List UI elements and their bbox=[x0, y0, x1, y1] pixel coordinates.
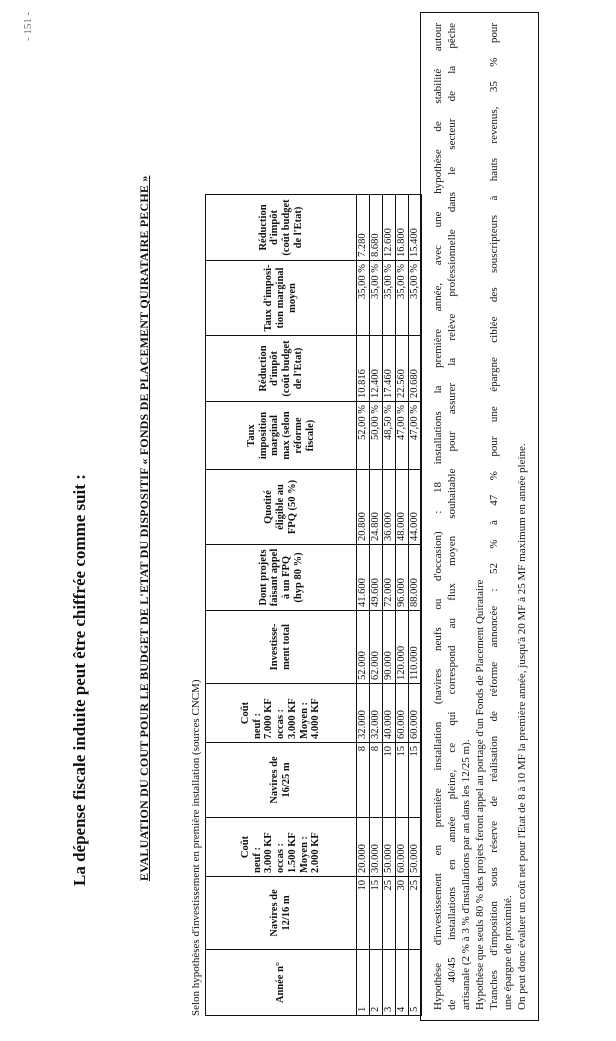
note-line: artisanale (2 % à 3 % d'installations par an dans les 12/25 m). bbox=[460, 739, 473, 1010]
cell-navires-16-25: 15 bbox=[396, 743, 409, 818]
cell-navires-12-16: 25 bbox=[383, 877, 396, 950]
cell-navires-16-25: 8 bbox=[357, 743, 370, 818]
page-number: - 151 - bbox=[22, 11, 34, 41]
header-cout-16-25-line: 4.000 KF bbox=[310, 698, 322, 739]
header-cout-16-25-line: Coût bbox=[239, 701, 251, 725]
cell-annee: 2 bbox=[370, 950, 383, 1016]
cell-taux-max: 47,00 % bbox=[409, 402, 422, 470]
header-navires-16-25: Navires de 16/25 m bbox=[206, 743, 357, 818]
cell-navires-12-16: 30 bbox=[396, 877, 409, 950]
header-reduction-impot-2: Réduction d'impôt (coût budget de l'Etat) bbox=[206, 195, 357, 261]
header-projets-fpq: Dont projets faisant appel à un FPQ (hyp 80 %) bbox=[206, 545, 357, 611]
table-header-row bbox=[206, 195, 357, 1016]
cell-cout-12-16: 30.000 bbox=[370, 818, 383, 877]
cell-investissement: 90.000 bbox=[383, 611, 396, 684]
cell-navires-12-16: 15 bbox=[370, 877, 383, 950]
note-line: On peut donc évaluer un coût net pour l'Etat de 8 à 10 MF la première année, jusqu'à 20 MF à 25 MF maximum en année pleine. bbox=[516, 443, 529, 1010]
header-cout-12-16-line: 2.000 KF bbox=[310, 832, 322, 873]
cell-reduction-2: 7.280 bbox=[357, 195, 370, 261]
cell-reduction-1: 22.560 bbox=[396, 336, 409, 402]
header-taux-max: Taux imposition marginal max (selon réforme fiscale) bbox=[206, 402, 357, 470]
cell-investissement: 52.000 bbox=[357, 611, 370, 684]
cell-reduction-1: 12.400 bbox=[370, 336, 383, 402]
note-line: Tranches d'imposition sous réserve de réalisation de réforme annoncée : 52 % à 47 % pour une épargne ciblée des souscripteurs à hauts revenus, 35 % pour bbox=[488, 23, 501, 1010]
table-row bbox=[396, 195, 409, 1016]
header-cout-12-16-line: occas : bbox=[275, 842, 287, 873]
cell-taux-moyen: 35,00 % bbox=[370, 261, 383, 336]
cell-cout-12-16: 50.000 bbox=[383, 818, 396, 877]
cell-reduction-2: 12.600 bbox=[383, 195, 396, 261]
header-cout-12-16-line: 3.000 KF bbox=[263, 832, 275, 873]
cell-cout-16-25: 60.000 bbox=[396, 684, 409, 743]
cell-navires-16-25: 15 bbox=[409, 743, 422, 818]
header-cout-12-16 bbox=[206, 818, 357, 877]
header-annee: Année n° bbox=[206, 950, 357, 1016]
cell-projets-fpq: 72.000 bbox=[383, 545, 396, 611]
cell-reduction-1: 17.460 bbox=[383, 336, 396, 402]
header-cout-16-25-line: 3.000 KF bbox=[286, 698, 298, 739]
header-cout-12-16-line: 1.500 KF bbox=[286, 832, 298, 873]
table-row bbox=[357, 195, 370, 1016]
cell-projets-fpq: 88.000 bbox=[409, 545, 422, 611]
cell-navires-12-16: 25 bbox=[409, 877, 422, 950]
note-line: Hypothèse que seuls 80 % des projets feront appel au portage d'un Fonds de Placement Quirataire bbox=[474, 579, 487, 1010]
cell-annee: 4 bbox=[396, 950, 409, 1016]
note-line: de 40/45 installations en année pleine, ce qui correspond au flux moyen souhaitable pour assurer la relève professionnelle dans le secteur de la pêche bbox=[446, 23, 459, 1010]
budget-cost-table bbox=[205, 194, 422, 1016]
cell-annee: 1 bbox=[357, 950, 370, 1016]
cell-quotite: 24.800 bbox=[370, 470, 383, 545]
cell-cout-12-16: 50.000 bbox=[409, 818, 422, 877]
header-cout-12-16-line: Coût bbox=[239, 835, 251, 859]
cell-taux-max: 50,00 % bbox=[370, 402, 383, 470]
cell-reduction-1: 10.816 bbox=[357, 336, 370, 402]
table-title: EVALUATION DU COUT POUR LE BUDGET DE L'ETAT DU DISPOSITIF « FONDS DE PLACEMENT QUIRATAIRE PECHE » bbox=[137, 175, 151, 881]
cell-cout-12-16: 20.000 bbox=[357, 818, 370, 877]
table-row bbox=[370, 195, 383, 1016]
cell-cout-12-16: 60.000 bbox=[396, 818, 409, 877]
table-subtitle: Selon hypothèses d'investissement en première installation (sources CNCM) bbox=[190, 679, 202, 1016]
cell-quotite: 20.800 bbox=[357, 470, 370, 545]
header-cout-12-16-line: Moyen : bbox=[298, 835, 310, 873]
cell-cout-16-25: 32.000 bbox=[370, 684, 383, 743]
cell-cout-16-25: 32.000 bbox=[357, 684, 370, 743]
header-cout-16-25-line: 7.000 KF bbox=[263, 698, 275, 739]
note-line: une épargne de proximité. bbox=[502, 895, 515, 1010]
header-reduction-impot-1: Réduction d'impôt (coût budget de l'Etat) bbox=[206, 336, 357, 402]
cell-reduction-2: 8.680 bbox=[370, 195, 383, 261]
cell-reduction-1: 20.680 bbox=[409, 336, 422, 402]
cell-cout-16-25: 60.000 bbox=[409, 684, 422, 743]
cell-investissement: 110.000 bbox=[409, 611, 422, 684]
cell-quotite: 44.000 bbox=[409, 470, 422, 545]
cell-taux-moyen: 35,00 % bbox=[396, 261, 409, 336]
cell-projets-fpq: 96.000 bbox=[396, 545, 409, 611]
table-row bbox=[383, 195, 396, 1016]
header-navires-12-16: Navires de 12/16 m bbox=[206, 877, 357, 950]
cell-reduction-2: 15.400 bbox=[409, 195, 422, 261]
cell-taux-moyen: 35,00 % bbox=[409, 261, 422, 336]
cell-investissement: 120.000 bbox=[396, 611, 409, 684]
cell-navires-16-25: 8 bbox=[370, 743, 383, 818]
header-taux-moyen: Taux d'imposi-tion marginal moyen bbox=[206, 261, 357, 336]
cell-investissement: 62.000 bbox=[370, 611, 383, 684]
hypotheses-notes-box bbox=[420, 12, 539, 1021]
cell-quotite: 48.000 bbox=[396, 470, 409, 545]
cell-annee: 3 bbox=[383, 950, 396, 1016]
header-cout-16-25-line: occas : bbox=[275, 708, 287, 739]
cell-projets-fpq: 41.600 bbox=[357, 545, 370, 611]
cell-taux-max: 47,00 % bbox=[396, 402, 409, 470]
header-quotite-eligible: Quotité éligible au FPQ (50 %) bbox=[206, 470, 357, 545]
cell-taux-max: 52,00 % bbox=[357, 402, 370, 470]
cell-navires-12-16: 10 bbox=[357, 877, 370, 950]
cell-navires-16-25: 10 bbox=[383, 743, 396, 818]
header-investissement-total: Investisse-ment total bbox=[206, 611, 357, 684]
cell-projets-fpq: 49.600 bbox=[370, 545, 383, 611]
header-cout-16-25-line: neuf : bbox=[251, 713, 263, 739]
cell-reduction-2: 16.800 bbox=[396, 195, 409, 261]
header-cout-16-25 bbox=[206, 684, 357, 743]
cell-cout-16-25: 40.000 bbox=[383, 684, 396, 743]
cell-taux-max: 48,50 % bbox=[383, 402, 396, 470]
cell-taux-moyen: 35,00 % bbox=[357, 261, 370, 336]
header-cout-12-16-line: neuf : bbox=[251, 847, 263, 873]
intro-heading: La dépense fiscale induite peut être chiffrée comme suit : bbox=[70, 474, 89, 886]
cell-taux-moyen: 35,00 % bbox=[383, 261, 396, 336]
cell-quotite: 36.000 bbox=[383, 470, 396, 545]
header-cout-16-25-line: Moyen : bbox=[298, 701, 310, 739]
cell-annee: 5 bbox=[409, 950, 422, 1016]
note-line: Hypothèse d'investissement en première installation (navires neufs ou d'occasion) : 18 installations la première année, avec une hypothèse de stabilité autour bbox=[432, 23, 444, 1010]
